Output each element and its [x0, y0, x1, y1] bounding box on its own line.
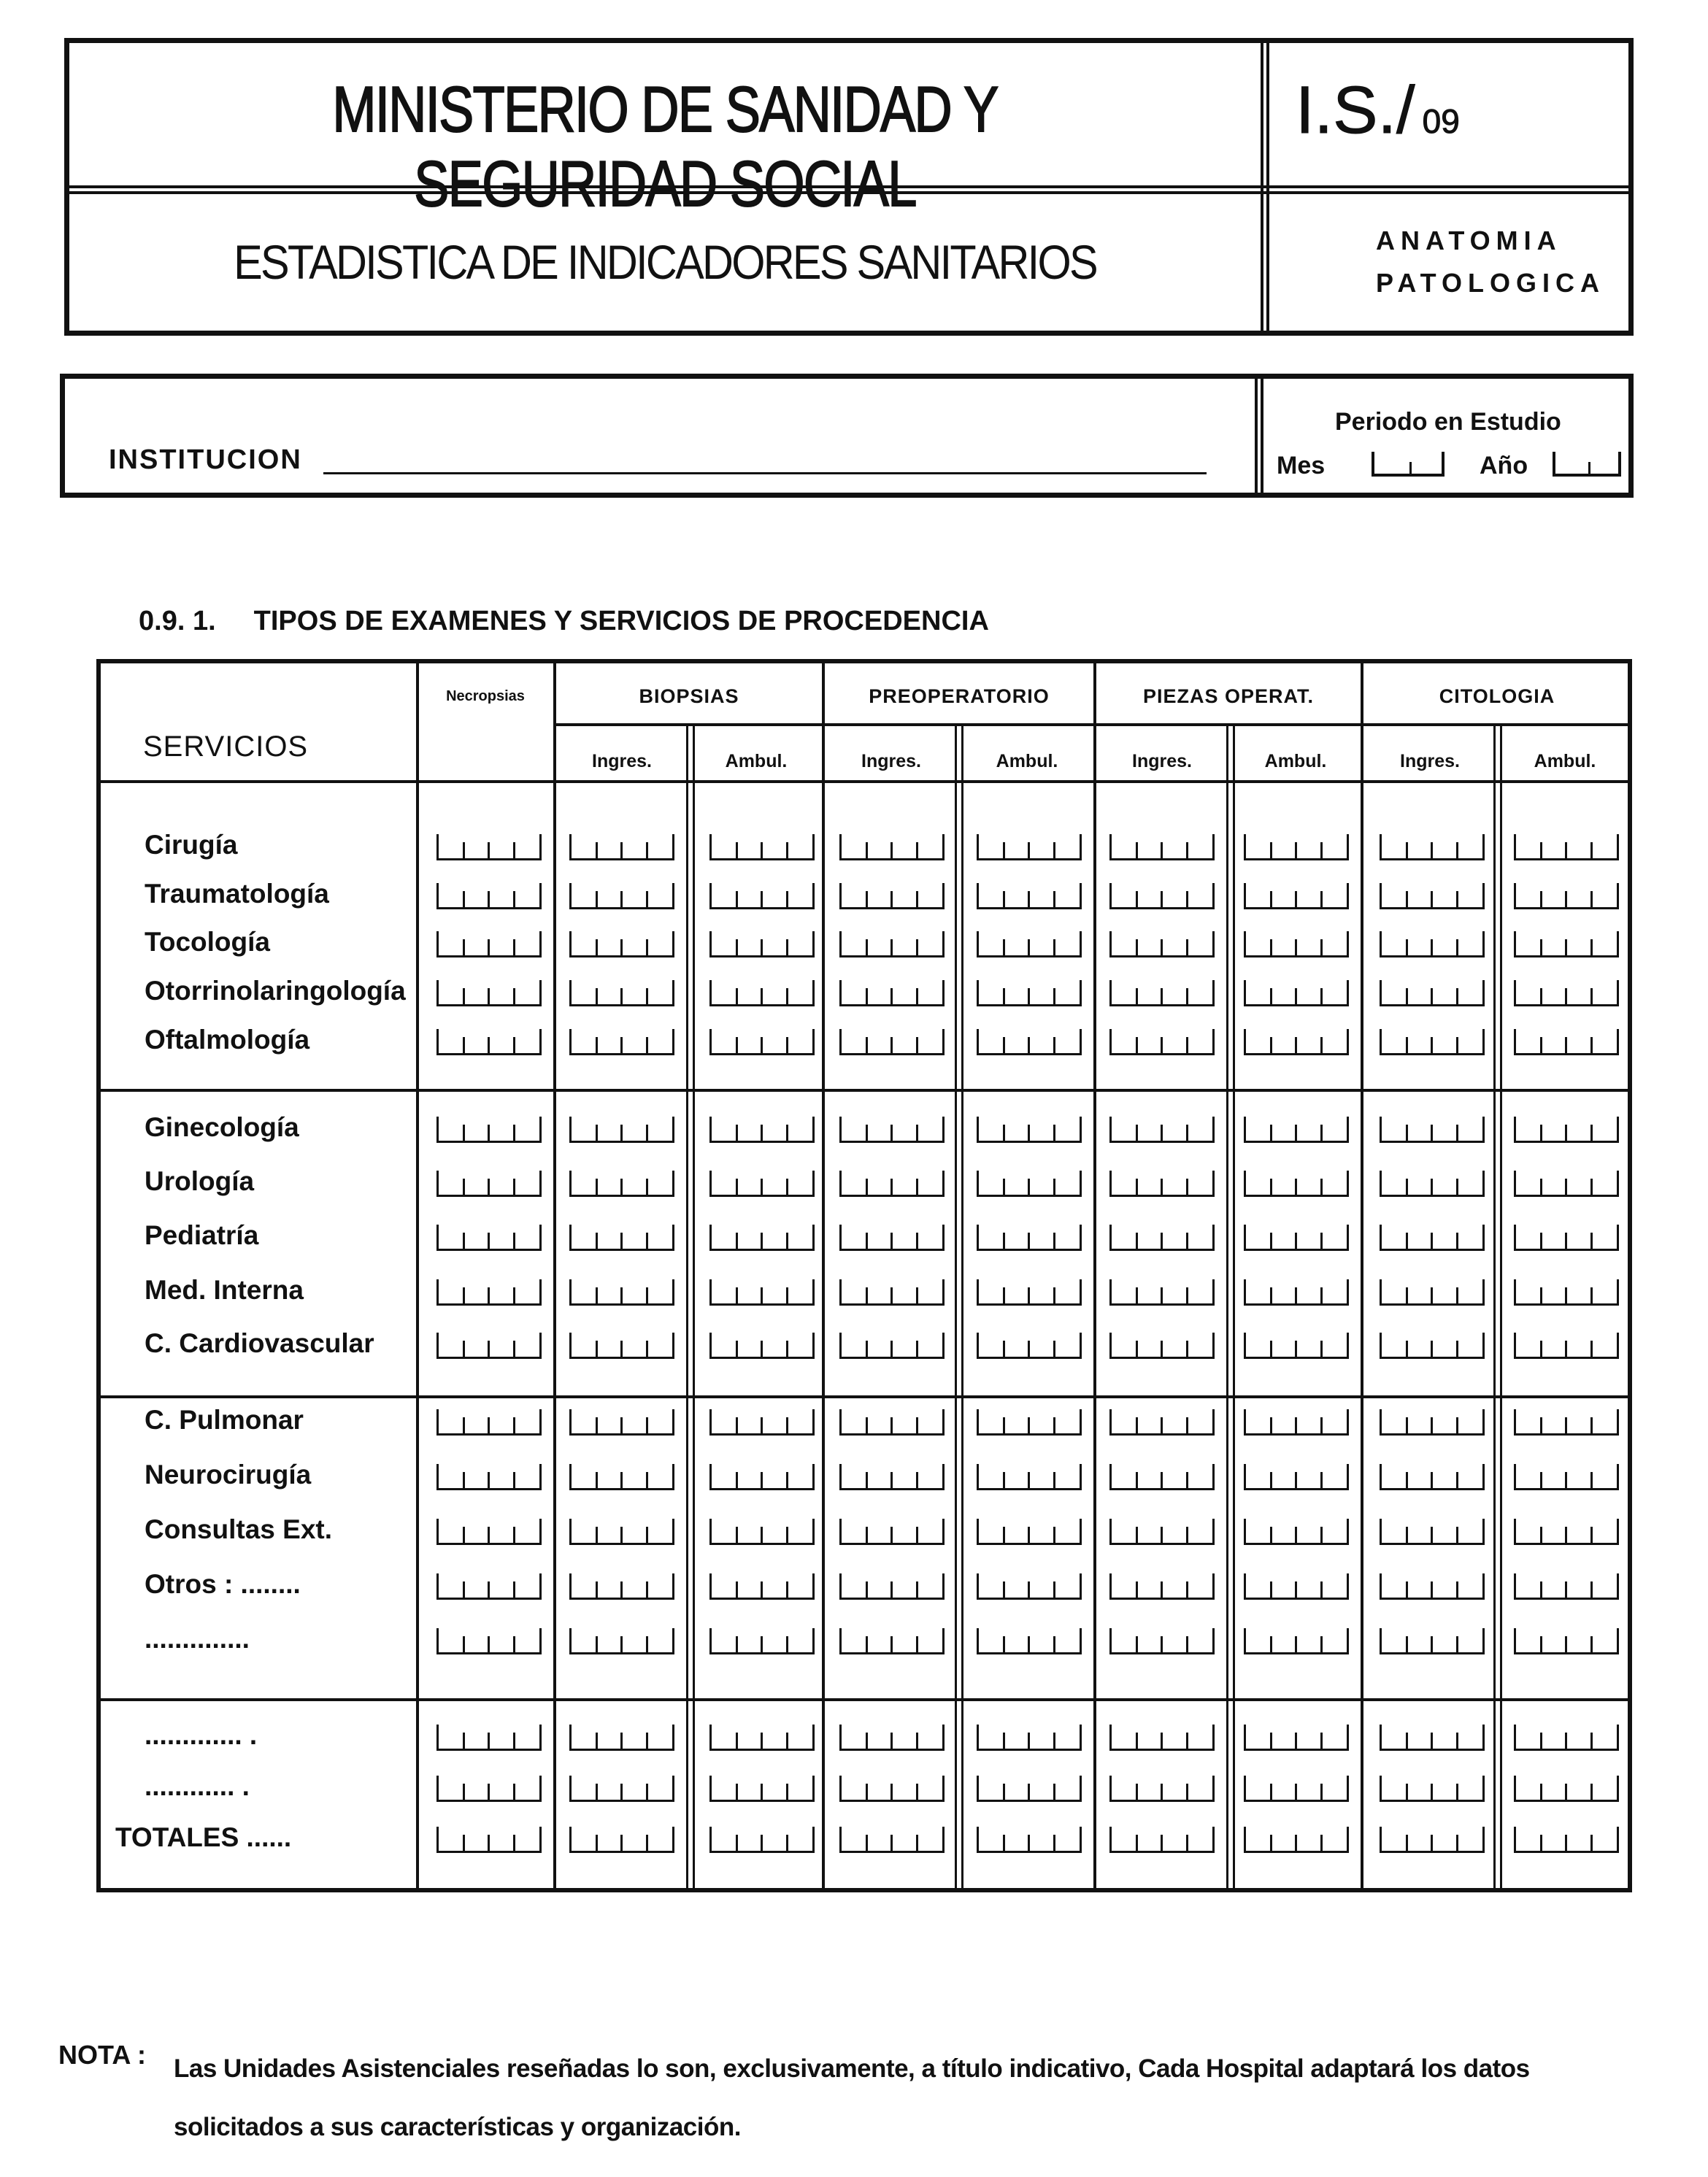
digit-entry-box[interactable]: [1109, 883, 1215, 909]
digit-entry-box[interactable]: [977, 883, 1082, 909]
digit-entry-box[interactable]: [569, 1409, 674, 1436]
digit-entry-box[interactable]: [839, 931, 945, 958]
digit-entry-box[interactable]: [1514, 1117, 1619, 1143]
group-divider: [101, 1698, 1628, 1701]
digit-entry-box[interactable]: [436, 834, 542, 860]
digit-entry-box[interactable]: [1109, 1776, 1215, 1802]
header-bottom-line: [101, 780, 1628, 783]
digit-entry-box[interactable]: [709, 1573, 815, 1600]
month-label: Mes: [1277, 452, 1326, 479]
digit-entry-box[interactable]: [839, 834, 945, 860]
digit-entry-box[interactable]: [1109, 1519, 1215, 1545]
digit-entry-box[interactable]: [569, 883, 674, 909]
digit-entry-box[interactable]: [977, 1464, 1082, 1490]
section-title: TIPOS DE EXAMENES Y SERVICIOS DE PROCEDENCIA: [253, 606, 989, 636]
digit-entry-box[interactable]: [569, 1628, 674, 1654]
digit-entry-box[interactable]: [1514, 1519, 1619, 1545]
digit-entry-box[interactable]: [1109, 1029, 1215, 1055]
digit-entry-box[interactable]: [436, 1519, 542, 1545]
digit-entry-box[interactable]: [1109, 1171, 1215, 1197]
row-label: Traumatología: [145, 879, 329, 909]
digit-entry-box[interactable]: [839, 1279, 945, 1306]
digit-entry-box[interactable]: [977, 1628, 1082, 1654]
digit-entry-box[interactable]: [839, 1225, 945, 1251]
services-column-header: SERVICIOS: [143, 731, 309, 763]
column-divider: [1361, 663, 1363, 1888]
digit-entry-box[interactable]: [1380, 1279, 1485, 1306]
digit-entry-box[interactable]: [1380, 1333, 1485, 1359]
digit-entry-box[interactable]: [1514, 1171, 1619, 1197]
digit-entry-box[interactable]: [709, 1117, 815, 1143]
digit-entry-box[interactable]: [1244, 1171, 1349, 1197]
digit-entry-box[interactable]: [709, 931, 815, 958]
institution-field[interactable]: [323, 472, 1207, 474]
digit-entry-box[interactable]: [1244, 1573, 1349, 1600]
digit-entry-box[interactable]: [1380, 1464, 1485, 1490]
digit-entry-box[interactable]: [569, 1464, 674, 1490]
digit-entry-box[interactable]: [709, 1333, 815, 1359]
digit-entry-box[interactable]: [1244, 883, 1349, 909]
digit-entry-box[interactable]: [839, 1725, 945, 1751]
column-divider-double: [686, 726, 695, 1888]
digit-entry-box[interactable]: [977, 1171, 1082, 1197]
digit-entry-box[interactable]: [839, 1519, 945, 1545]
digit-entry-box[interactable]: [1380, 1776, 1485, 1802]
digit-entry-box[interactable]: [1109, 1333, 1215, 1359]
note-text: Las Unidades Asistenciales reseñadas lo son, exclusivamente, a título indicativo, Cada Hospital adaptará los datos solicitados a sus características y organización.: [174, 2054, 1530, 2141]
biopsias-header: BIOPSIAS: [639, 685, 739, 707]
preoperatorio-ambul-header: Ambul.: [996, 751, 1058, 771]
digit-entry-box[interactable]: [569, 1519, 674, 1545]
digit-entry-box[interactable]: [1514, 1225, 1619, 1251]
digit-entry-box[interactable]: [709, 1171, 815, 1197]
digit-entry-box[interactable]: [1244, 1725, 1349, 1751]
digit-entry-box[interactable]: [436, 1573, 542, 1600]
digit-entry-box[interactable]: [1514, 931, 1619, 958]
preoperatorio-ingres-header: Ingres.: [861, 751, 921, 771]
column-divider: [416, 663, 419, 1888]
digit-entry-box[interactable]: [569, 1117, 674, 1143]
form-code: [1296, 72, 1460, 149]
piezas-operat-header: PIEZAS OPERAT.: [1142, 685, 1315, 707]
digit-entry-box[interactable]: [1514, 1628, 1619, 1654]
digit-entry-box[interactable]: [1514, 1409, 1619, 1436]
digit-entry-box[interactable]: [839, 1573, 945, 1600]
piezas-ambul-header: Ambul.: [1264, 751, 1327, 771]
digit-entry-box[interactable]: [436, 1409, 542, 1436]
biopsias-ambul-header: Ambul.: [725, 751, 788, 771]
digit-entry-box[interactable]: [1380, 1409, 1485, 1436]
period-title: Periodo en Estudio: [1335, 408, 1561, 436]
ministry-title: MINISTERIO DE SANIDAD Y SEGURIDAD SOCIAL: [332, 73, 998, 220]
digit-entry-box[interactable]: [1380, 1519, 1485, 1545]
column-divider-double: [1493, 726, 1502, 1888]
form-subtitle: ESTADISTICA DE INDICADORES SANITARIOS: [234, 235, 1096, 289]
digit-entry-box[interactable]: [977, 980, 1082, 1006]
column-divider: [553, 663, 556, 1888]
digit-entry-box[interactable]: [709, 1519, 815, 1545]
digit-entry-box[interactable]: [977, 1409, 1082, 1436]
row-label: Neurocirugía: [145, 1460, 312, 1490]
row-label: ............. .: [145, 1720, 258, 1750]
digit-entry-box[interactable]: [839, 1464, 945, 1490]
digit-entry-box[interactable]: [1244, 1776, 1349, 1802]
digit-entry-box[interactable]: [1380, 931, 1485, 958]
digit-entry-box[interactable]: [839, 1827, 945, 1853]
section-heading: [139, 606, 989, 637]
digit-entry-box[interactable]: [569, 980, 674, 1006]
digit-entry-box[interactable]: [1380, 980, 1485, 1006]
digit-entry-box[interactable]: [977, 1776, 1082, 1802]
institution-label: INSTITUCION: [109, 444, 302, 475]
digit-entry-box[interactable]: [1109, 1117, 1215, 1143]
row-label: Oftalmología: [145, 1025, 310, 1055]
digit-entry-box[interactable]: [436, 1171, 542, 1197]
digit-entry-box[interactable]: [1244, 1029, 1349, 1055]
digit-entry-box[interactable]: [1244, 1628, 1349, 1654]
digit-entry-box[interactable]: [839, 1409, 945, 1436]
digit-entry-box[interactable]: [1514, 1029, 1619, 1055]
digit-entry-box[interactable]: [1109, 1279, 1215, 1306]
digit-entry-box[interactable]: [977, 1279, 1082, 1306]
digit-entry-box[interactable]: [709, 1628, 815, 1654]
digit-entry-box[interactable]: [569, 1225, 674, 1251]
row-label: C. Cardiovascular: [145, 1328, 374, 1358]
digit-entry-box[interactable]: [1109, 980, 1215, 1006]
digit-entry-box[interactable]: [1514, 1827, 1619, 1853]
digit-entry-box[interactable]: [1109, 1628, 1215, 1654]
digit-entry-box[interactable]: [436, 1029, 542, 1055]
digit-entry-box[interactable]: [1109, 1464, 1215, 1490]
digit-entry-box[interactable]: [839, 980, 945, 1006]
row-label: Med. Interna: [145, 1275, 304, 1305]
digit-entry-box[interactable]: [1244, 1333, 1349, 1359]
digit-entry-box[interactable]: [1109, 1409, 1215, 1436]
area-line-2: PATOLOGICA: [1376, 268, 1605, 298]
digit-entry-box[interactable]: [436, 1628, 542, 1654]
digit-entry-box[interactable]: [977, 1029, 1082, 1055]
digit-entry-box[interactable]: [709, 1225, 815, 1251]
digit-entry-box[interactable]: [1380, 1725, 1485, 1751]
digit-entry-box[interactable]: [1514, 1333, 1619, 1359]
row-label: Tocología: [145, 927, 270, 957]
digit-entry-box[interactable]: [1109, 1225, 1215, 1251]
digit-entry-box[interactable]: [569, 1827, 674, 1853]
piezas-ingres-header: Ingres.: [1132, 751, 1192, 771]
digit-entry-box[interactable]: [436, 1333, 542, 1359]
digit-entry-box[interactable]: [569, 1725, 674, 1751]
digit-entry-box[interactable]: [436, 1827, 542, 1853]
digit-entry-box[interactable]: [1380, 1225, 1485, 1251]
digit-entry-box[interactable]: [709, 1776, 815, 1802]
row-label: TOTALES ......: [115, 1822, 292, 1852]
digit-entry-box[interactable]: [1514, 980, 1619, 1006]
digit-entry-box[interactable]: [436, 1117, 542, 1143]
digit-entry-box[interactable]: [569, 1333, 674, 1359]
row-label: C. Pulmonar: [145, 1405, 304, 1435]
digit-entry-box[interactable]: [1380, 1628, 1485, 1654]
digit-entry-box[interactable]: [839, 883, 945, 909]
group-divider: [101, 1395, 1628, 1398]
digit-entry-box[interactable]: [1244, 1519, 1349, 1545]
digit-entry-box[interactable]: [1514, 1725, 1619, 1751]
group-divider: [101, 1089, 1628, 1092]
digit-entry-box[interactable]: [709, 1409, 815, 1436]
digit-entry-box[interactable]: [1380, 1827, 1485, 1853]
digit-entry-box[interactable]: [839, 1628, 945, 1654]
digit-entry-box[interactable]: [1514, 834, 1619, 860]
year-label: Año: [1480, 452, 1528, 479]
section-number: 0.9. 1.: [139, 606, 216, 636]
digit-entry-box[interactable]: [709, 1279, 815, 1306]
note-label: NOTA :: [58, 2040, 146, 2070]
digit-entry-box[interactable]: [1380, 1029, 1485, 1055]
row-label: Otorrinolaringología: [145, 976, 406, 1006]
digit-entry-box[interactable]: [977, 1827, 1082, 1853]
digit-entry-box[interactable]: [839, 1776, 945, 1802]
preoperatorio-header: PREOPERATORIO: [869, 685, 1050, 707]
digit-entry-box[interactable]: [569, 1573, 674, 1600]
digit-entry-box[interactable]: [1380, 1573, 1485, 1600]
digit-entry-box[interactable]: [436, 1279, 542, 1306]
digit-entry-box[interactable]: [1514, 1279, 1619, 1306]
digit-entry-box[interactable]: [1514, 1776, 1619, 1802]
digit-entry-box[interactable]: [436, 980, 542, 1006]
month-field[interactable]: [1372, 452, 1445, 477]
digit-entry-box[interactable]: [1244, 834, 1349, 860]
form-header: [64, 38, 1634, 336]
digit-entry-box[interactable]: [977, 1225, 1082, 1251]
digit-entry-box[interactable]: [1109, 931, 1215, 958]
row-label: Otros : ........: [145, 1569, 301, 1599]
row-label: Cirugía: [145, 830, 238, 860]
digit-entry-box[interactable]: [839, 1117, 945, 1143]
header-subdivider: [553, 723, 1628, 726]
digit-entry-box[interactable]: [709, 1725, 815, 1751]
digit-entry-box[interactable]: [1244, 1464, 1349, 1490]
digit-entry-box[interactable]: [1244, 1279, 1349, 1306]
citologia-header: CITOLOGIA: [1439, 685, 1555, 707]
row-label: Consultas Ext.: [145, 1514, 332, 1544]
digit-entry-box[interactable]: [1244, 931, 1349, 958]
digit-entry-box[interactable]: [1380, 883, 1485, 909]
digit-entry-box[interactable]: [977, 931, 1082, 958]
digit-entry-box[interactable]: [709, 1029, 815, 1055]
form-area: [1376, 220, 1605, 304]
form-number: 09: [1422, 102, 1460, 140]
digit-entry-box[interactable]: [709, 883, 815, 909]
digit-entry-box[interactable]: [1380, 1171, 1485, 1197]
digit-entry-box[interactable]: [1244, 1225, 1349, 1251]
digit-entry-box[interactable]: [1109, 1573, 1215, 1600]
digit-entry-box[interactable]: [1244, 980, 1349, 1006]
digit-entry-box[interactable]: [569, 931, 674, 958]
column-divider-double: [1226, 726, 1235, 1888]
digit-entry-box[interactable]: [709, 980, 815, 1006]
digit-entry-box[interactable]: [569, 1776, 674, 1802]
column-divider: [1093, 663, 1096, 1888]
row-label: Urología: [145, 1166, 255, 1196]
row-label: ............ .: [145, 1771, 250, 1801]
institution-divider: [1255, 379, 1263, 493]
digit-entry-box[interactable]: [569, 1171, 674, 1197]
digit-entry-box[interactable]: [977, 1573, 1082, 1600]
row-label: Pediatría: [145, 1220, 259, 1250]
digit-entry-box[interactable]: [1109, 1827, 1215, 1853]
citologia-ambul-header: Ambul.: [1534, 751, 1596, 771]
column-divider-double: [955, 726, 963, 1888]
necropsias-header: Necropsias: [446, 688, 525, 704]
digit-entry-box[interactable]: [1244, 1827, 1349, 1853]
digit-entry-box[interactable]: [839, 1171, 945, 1197]
digit-entry-box[interactable]: [977, 1725, 1082, 1751]
area-line-1: ANATOMIA: [1376, 226, 1562, 255]
institution-box: [60, 374, 1634, 498]
digit-entry-box[interactable]: [709, 834, 815, 860]
digit-entry-box[interactable]: [977, 1333, 1082, 1359]
digit-entry-box[interactable]: [1380, 1117, 1485, 1143]
digit-entry-box[interactable]: [1514, 1464, 1619, 1490]
column-divider: [822, 663, 825, 1888]
digit-entry-box[interactable]: [977, 1117, 1082, 1143]
digit-entry-box[interactable]: [436, 1225, 542, 1251]
digit-entry-box[interactable]: [569, 1279, 674, 1306]
digit-entry-box[interactable]: [839, 1333, 945, 1359]
digit-entry-box[interactable]: [436, 931, 542, 958]
citologia-ingres-header: Ingres.: [1400, 751, 1460, 771]
row-label: ..............: [145, 1624, 250, 1654]
year-field[interactable]: [1553, 452, 1621, 477]
digit-entry-box[interactable]: [569, 834, 674, 860]
digit-entry-box[interactable]: [569, 1029, 674, 1055]
digit-entry-box[interactable]: [436, 1464, 542, 1490]
digit-entry-box[interactable]: [1109, 834, 1215, 860]
services-table: [96, 659, 1632, 1892]
digit-entry-box[interactable]: [1380, 834, 1485, 860]
form-code-prefix: I.S./: [1296, 73, 1415, 147]
digit-entry-box[interactable]: [1514, 1573, 1619, 1600]
digit-entry-box[interactable]: [977, 1519, 1082, 1545]
digit-entry-box[interactable]: [436, 1776, 542, 1802]
digit-entry-box[interactable]: [436, 883, 542, 909]
digit-entry-box[interactable]: [709, 1464, 815, 1490]
digit-entry-box[interactable]: [436, 1725, 542, 1751]
digit-entry-box[interactable]: [1109, 1725, 1215, 1751]
row-label: Ginecología: [145, 1112, 299, 1142]
digit-entry-box[interactable]: [839, 1029, 945, 1055]
digit-entry-box[interactable]: [1514, 883, 1619, 909]
digit-entry-box[interactable]: [1244, 1117, 1349, 1143]
biopsias-ingres-header: Ingres.: [592, 751, 652, 771]
digit-entry-box[interactable]: [1244, 1409, 1349, 1436]
digit-entry-box[interactable]: [977, 834, 1082, 860]
digit-entry-box[interactable]: [709, 1827, 815, 1853]
